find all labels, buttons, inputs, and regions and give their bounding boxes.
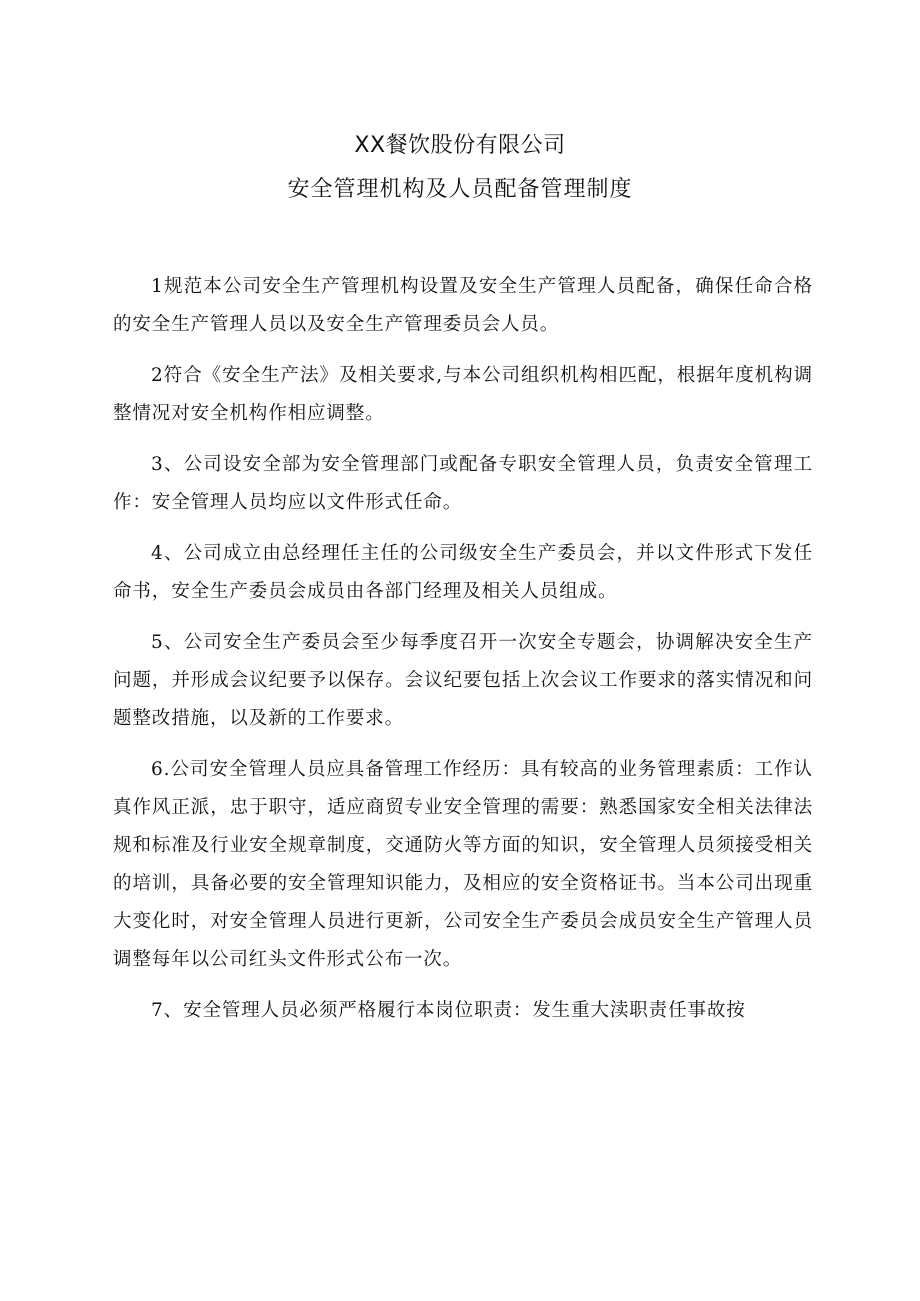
paragraph-1: 1规范本公司安全生产管理机构设置及安全生产管理人员配备，确保任命合格的安全生产管理人员以及安全生产管理委员会人员。 xyxy=(113,276,813,335)
document-header xyxy=(0,128,920,208)
paragraph-3: 3、公司设安全部为安全管理部门或配备专职安全管理人员，负责安全管理工作：安全管理人员均应以文件形式任命。 xyxy=(113,454,813,513)
paragraph-5: 5、公司安全生产委员会至少每季度召开一次安全专题会，协调解决安全生产问题，并形成会议纪要予以保存。会议纪要包括上次会议工作要求的落实情况和问题整改措施，以及新的工作要求。 xyxy=(113,632,813,729)
paragraph-4: 4、公司成立由总经理任主任的公司级安全生产委员会，并以文件形式下发任命书，安全生产委员会成员由各部门经理及相关人员组成。 xyxy=(113,543,813,602)
document-body xyxy=(113,268,813,1043)
paragraph-6: 6.公司安全管理人员应具备管理工作经历：具有较高的业务管理素质：工作认真作风正派，忠于职守，适应商贸专业安全管理的需要：熟悉国家安全相关法律法规和标准及行业安全规章制度，交通防火等方面的知识，安全管理人员须接受相关的培训，具备必要的安全管理知识能力，及相应的安全资格证书。当本公司出现重大变化时，对安全管理人员进行更新，公司安全生产委员会成员安全生产管理人员调整每年以公司红头文件形式公布一次。 xyxy=(113,759,813,970)
paragraph-2: 2符合《安全生产法》及相关要求,与本公司组织机构相匹配，根据年度机构调整情况对安全机构作相应调整。 xyxy=(113,365,813,424)
company-name: XX餐饮股份有限公司 xyxy=(354,133,566,158)
document-title: 安全管理机构及人员配备管理制度 xyxy=(287,177,633,202)
paragraph-7: 7、安全管理人员必须严格履行本岗位职责：发生重大渎职责任事故按 xyxy=(151,1000,746,1021)
